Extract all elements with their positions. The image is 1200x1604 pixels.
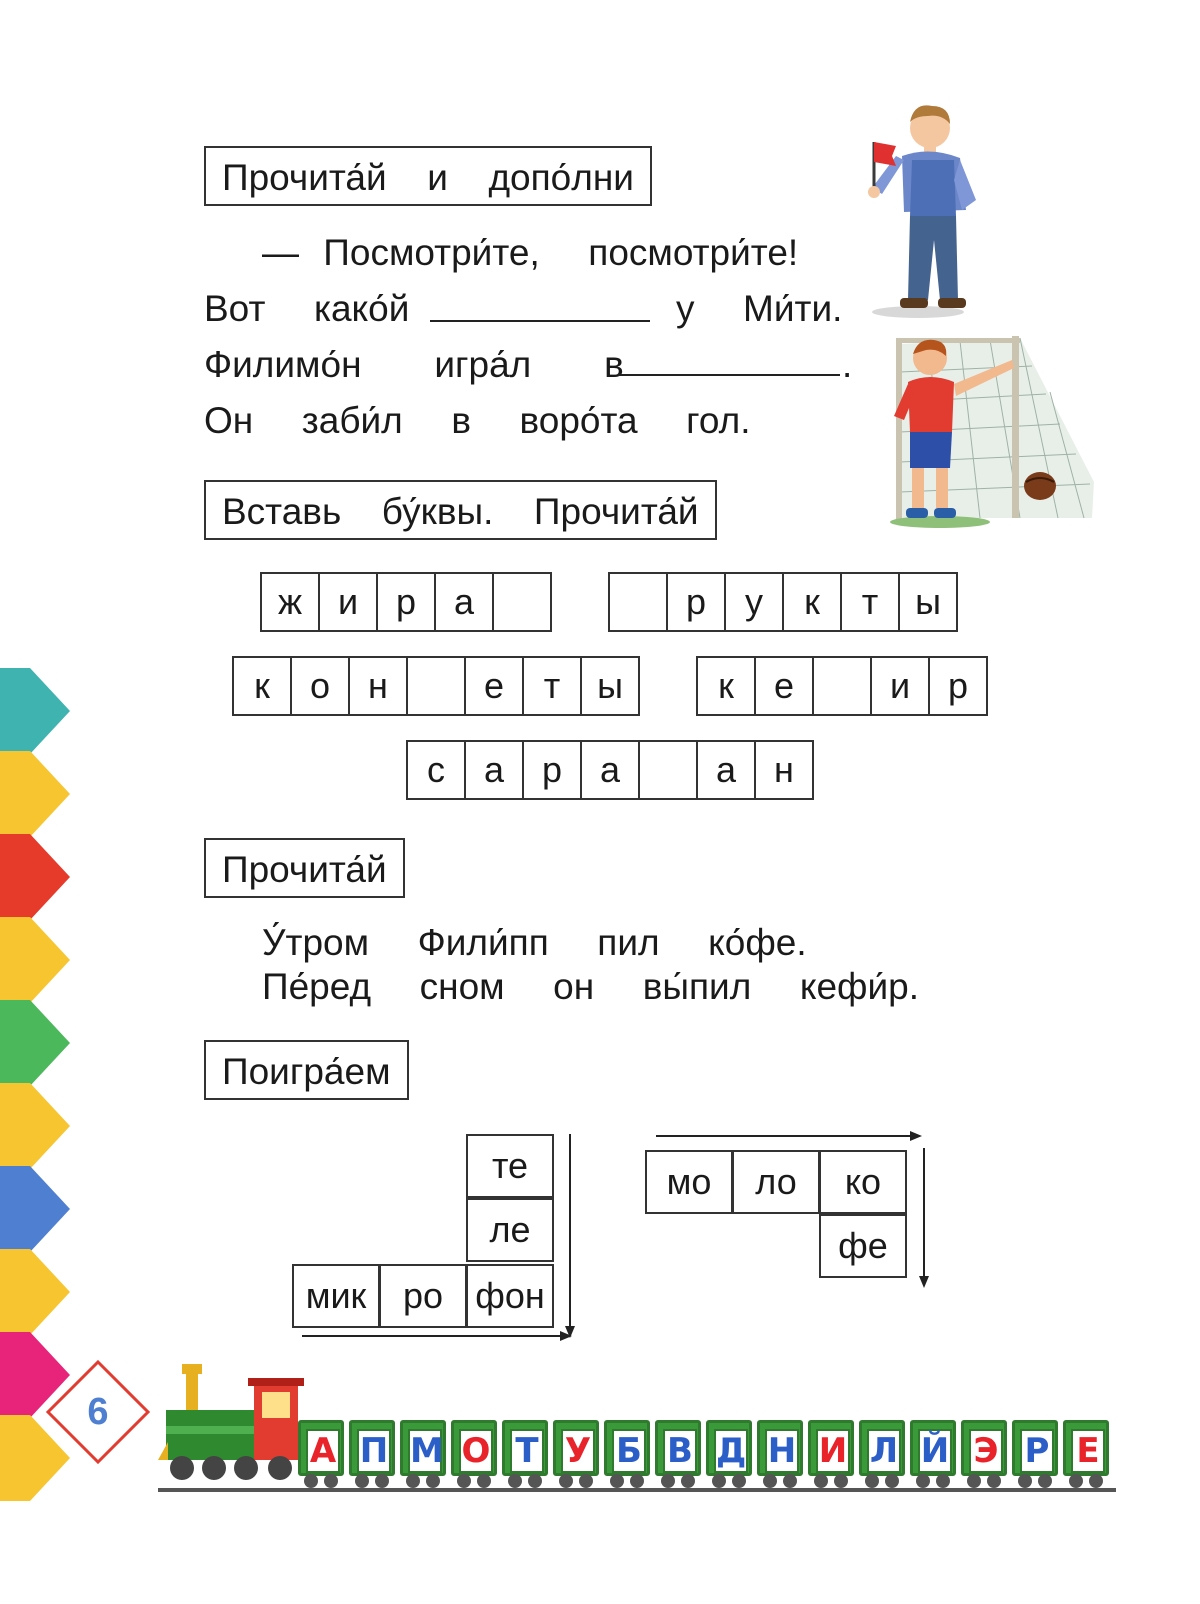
wheel-icon [355,1474,369,1488]
letter-cell: т [842,574,900,630]
train-wagon [1063,1420,1109,1488]
letter-cell: а [466,742,524,798]
right-puzzle-arrows [650,1126,940,1296]
wagon-letter: Д [716,1431,747,1471]
wheel-icon [610,1474,624,1488]
boy-with-flag-illustration [858,100,988,320]
letter-cell: а [436,574,494,630]
wheel-icon [916,1474,930,1488]
letter-cell: е [756,658,814,714]
side-tab [0,751,72,837]
train-wagon [706,1420,752,1488]
train-wagon [1012,1420,1058,1488]
train-wagon [757,1420,803,1488]
missing-letter-cell[interactable] [494,574,550,630]
wagon-letter: И [816,1429,850,1473]
rail-track [158,1488,1116,1492]
train-wagon [859,1420,905,1488]
missing-letter-cell[interactable] [640,742,698,798]
wagon-letter: Е [1071,1429,1105,1473]
letter-cell: у [726,574,784,630]
letter-cell: о [292,658,350,714]
wheel-icon [763,1474,777,1488]
letter-cell: и [872,658,930,714]
wheel-icon [732,1474,746,1488]
letter-cell: с [408,742,466,798]
syllable-cell: мик [292,1264,380,1328]
wheel-icon [375,1474,389,1488]
task-title-lets-play: Поигра́ем [204,1040,409,1100]
page-number: 6 [87,1391,109,1433]
wagon-letter: Р [1020,1429,1054,1473]
boy-at-goal-illustration [880,332,1102,532]
wheel-icon [987,1474,1001,1488]
wagon-letter: В [663,1429,697,1473]
train-wagon [553,1420,599,1488]
wheel-icon [712,1474,726,1488]
wagon-letter: А [306,1429,340,1473]
wheel-icon [661,1474,675,1488]
letter-cell: а [698,742,756,798]
side-tab [0,1083,72,1169]
letter-cell: к [234,658,292,714]
syllable-cell: мо [645,1150,733,1214]
syllable-cell: те [466,1134,554,1198]
wagon-letter: Н [765,1429,799,1473]
wheel-icon [834,1474,848,1488]
poem-line-3-end: . [842,344,853,385]
poem-line-4: Он заби́л в воро́та гол. [204,400,751,441]
letter-cell: н [350,658,408,714]
train-wagon [451,1420,497,1488]
word-puzzle-3 [232,656,640,716]
wheel-icon [630,1474,644,1488]
task-title-read-and-complete: Прочита́й и допо́лни [204,146,652,206]
letter-cell: ы [597,665,623,706]
wheel-icon [783,1474,797,1488]
side-tab [0,1249,72,1335]
left-puzzle-arrows [290,1130,580,1346]
side-tab [0,1000,72,1086]
letter-cell: т [524,658,582,714]
poem-line-2-end: у Ми́ти. [676,288,843,329]
syllable-cell: ле [466,1198,554,1262]
poem-line-2-start: Вот како́й [204,288,410,329]
train-wagon [298,1420,344,1488]
answer-blank-1[interactable] [430,320,650,322]
task-title-read: Прочита́й [204,838,405,898]
answer-blank-2[interactable] [618,374,840,376]
wagon-letter: Т [510,1429,544,1473]
wheel-icon [324,1474,338,1488]
wheel-icon [477,1474,491,1488]
wheel-icon [559,1474,573,1488]
syllable-cell: фон [466,1264,554,1328]
wheel-icon [1069,1474,1083,1488]
train-wagon [910,1420,956,1488]
train-wagon [349,1420,395,1488]
wheel-icon [426,1474,440,1488]
wheel-icon [528,1474,542,1488]
letter-cell: р [668,574,726,630]
letter-cell: р [524,742,582,798]
task-title-insert-letters: Вставь бу́квы. Прочита́й [204,480,717,540]
poem-line-3-start: Филимо́н игра́л в [204,344,624,385]
page-number-badge [44,1358,152,1466]
side-tab [0,668,72,754]
wheel-icon [579,1474,593,1488]
wagon-letter: М [410,1431,444,1471]
train-wagon [400,1420,446,1488]
reading-line-1: У́тром Фили́пп пил ко́фе. [262,922,807,963]
wheel-icon [457,1474,471,1488]
train-wagon [655,1420,701,1488]
word-puzzle-5 [406,740,814,800]
wheel-icon [406,1474,420,1488]
letter-cell: е [466,658,524,714]
letter-cell: а [582,742,640,798]
wagon-letter: Б [612,1429,646,1473]
wheel-icon [885,1474,899,1488]
wagon-letter: Й [918,1429,952,1473]
poem-line-1: — Посмотри́те, посмотри́те! [262,232,799,273]
side-tab [0,834,72,920]
syllable-cell: ко [819,1150,907,1214]
letter-cell: к [784,574,842,630]
syllable-cell: ло [732,1150,820,1214]
side-tab [0,917,72,1003]
wagon-letter: О [459,1429,493,1473]
train-wagon [502,1420,548,1488]
letter-cell: р [378,574,436,630]
wheel-icon [1018,1474,1032,1488]
letter-cell: ж [262,574,320,630]
wheel-icon [508,1474,522,1488]
letter-cell: н [774,749,794,790]
letter-cell: ы [915,581,941,622]
wheel-icon [1089,1474,1103,1488]
wheel-icon [865,1474,879,1488]
wagon-letter: Э [969,1429,1003,1473]
syllable-cell: ро [379,1264,467,1328]
wheel-icon [814,1474,828,1488]
reading-line-2: Пе́ред сном он вы́пил кефи́р. [262,966,919,1007]
wheel-icon [967,1474,981,1488]
train-wagon [961,1420,1007,1488]
wheel-icon [681,1474,695,1488]
train-wagon [604,1420,650,1488]
wheel-icon [304,1474,318,1488]
missing-letter-cell[interactable] [814,658,872,714]
missing-letter-cell[interactable] [610,574,668,630]
wagon-letter: П [357,1429,391,1473]
word-puzzle-2 [608,572,958,632]
word-puzzle-1 [260,572,552,632]
syllable-cell: фе [819,1214,907,1278]
side-tab [0,1166,72,1252]
wheel-icon [936,1474,950,1488]
train-wagon [808,1420,854,1488]
wheel-icon [1038,1474,1052,1488]
wagon-letter: У [561,1429,595,1473]
letter-cell: р [947,665,969,706]
wagon-letter: Л [867,1429,901,1473]
letter-cell: и [320,574,378,630]
locomotive-illustration [158,1356,308,1496]
missing-letter-cell[interactable] [408,658,466,714]
letter-cell: к [698,658,756,714]
word-puzzle-4 [696,656,988,716]
